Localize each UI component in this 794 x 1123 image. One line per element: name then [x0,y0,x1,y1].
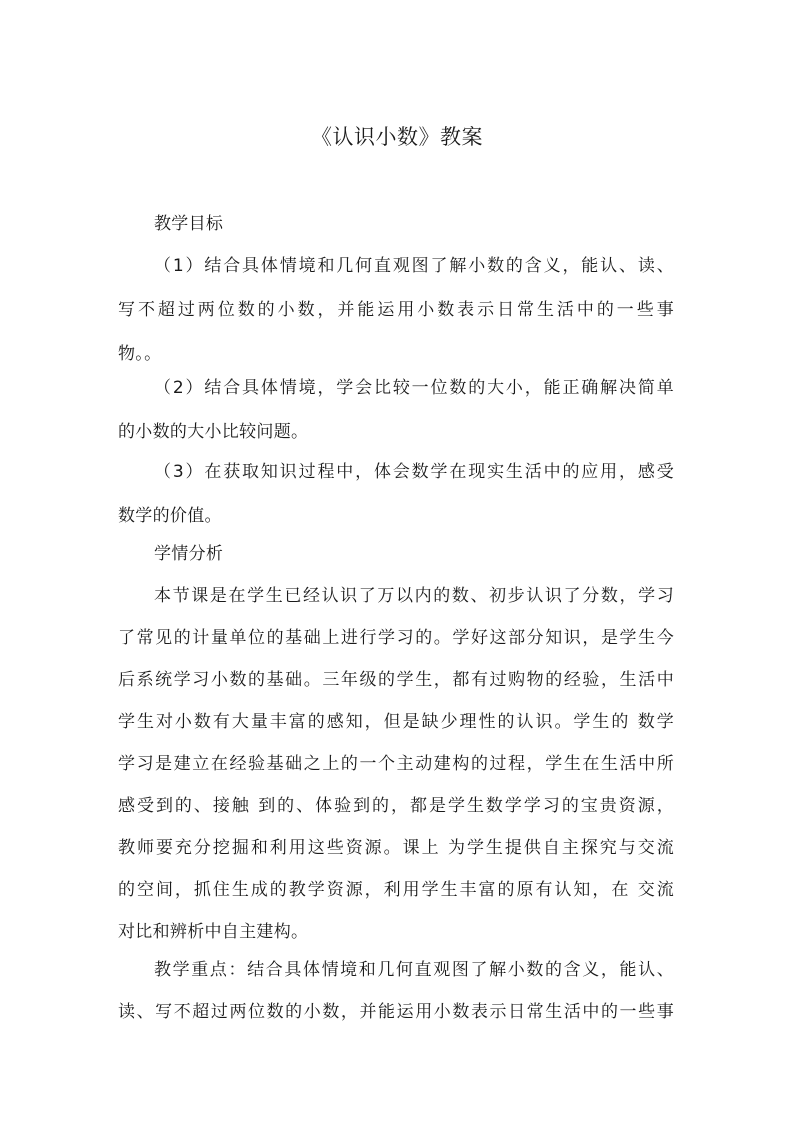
paragraph-line: 的空间，抓住生成的教学资源，利用学生丰富的原有认知，在 交流 [118,880,674,900]
goal-1-paragraph [118,248,674,372]
section-heading-teaching-goals [118,206,674,242]
heading-text: 学情分析 [154,544,224,564]
paragraph-line: （1）结合具体情境和几何直观图了解小数的含义，能认、读、 [154,256,674,276]
paragraph-line: 读、写不超过两位数的小数，并能运用小数表示日常生活中的一些事 [118,1002,674,1022]
paragraph-line: （3）在获取知识过程中，体会数学在现实生活中的应用，感受 [154,462,674,482]
paragraph-line: （2）结合具体情境，学会比较一位数的大小，能正确解决简单 [154,378,674,398]
paragraph-line: 教学重点：结合具体情境和几何直观图了解小数的含义，能认、 [154,960,674,980]
paragraph-line: 教师要充分挖掘和利用这些资源。课上 为学生提供自主探究与交流 [118,838,674,858]
student-analysis-paragraph [118,578,674,950]
paragraph-line: 感受到的、接触 到的、体验到的，都是学生数学学习的宝贵资源， [118,796,674,816]
paragraph-line: 物。。 [118,344,162,364]
paragraph-line: 学习是建立在经验基础之上的一个主动建构的过程，学生在生活中所 [118,754,674,774]
document-title: 《认识小数》教案 [311,125,483,149]
paragraph-line: 写不超过两位数的小数，并能运用小数表示日常生活中的一些事 [118,300,674,320]
paragraph-line: 数学的价值。 [118,506,222,526]
goal-2-paragraph [118,370,674,450]
goal-3-paragraph [118,454,674,534]
paragraph-line: 对比和辨析中自主建构。 [118,922,309,942]
paragraph-line: 学生对小数有大量丰富的感知，但是缺少理性的认识。学生的 数学 [118,712,674,732]
teaching-key-points-paragraph [118,952,674,1030]
heading-text: 教学目标 [154,214,224,234]
paragraph-line: 本节课是在学生已经认识了万以内的数、初步认识了分数，学习 [154,586,674,606]
section-heading-student-analysis [118,536,674,572]
paragraph-line: 后系统学习小数的基础。三年级的学生，都有过购物的经验，生活中 [118,670,674,690]
paragraph-line: 的小数的大小比较问题。 [118,422,309,442]
paragraph-line: 了常见的计量单位的基础上进行学习的。学好这部分知识，是学生今 [118,628,674,648]
